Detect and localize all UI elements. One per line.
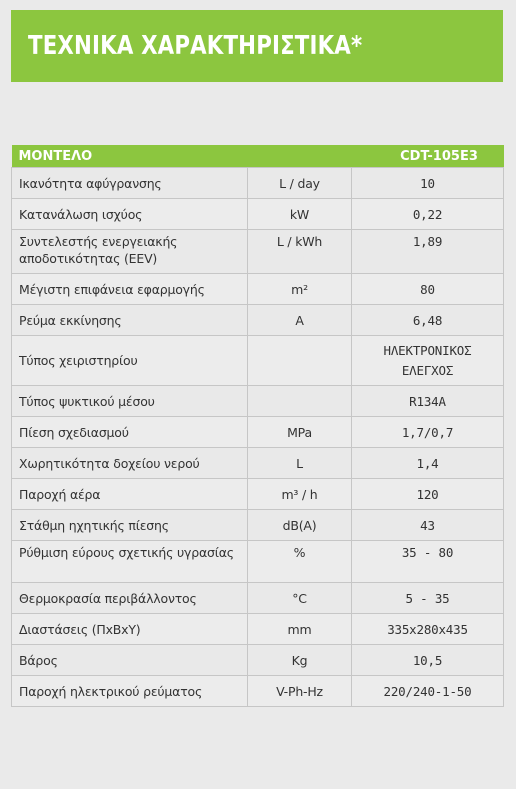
- table-row: [12, 583, 504, 614]
- table-row: [12, 199, 504, 230]
- spec-label: Στάθμη ηχητικής πίεσης: [12, 510, 248, 541]
- table-row: [12, 676, 504, 707]
- spec-value: 1,7/0,7: [352, 417, 504, 448]
- spec-unit: kW: [248, 199, 352, 230]
- header-spacer: [248, 145, 352, 168]
- table-row: [12, 479, 504, 510]
- spec-value: 1,89: [352, 230, 504, 274]
- spec-unit: %: [248, 541, 352, 583]
- spec-label: Ικανότητα αφύγρανσης: [12, 168, 248, 199]
- spec-value: 5 - 35: [352, 583, 504, 614]
- spec-label: Ρύθμιση εύρους σχετικής υγρασίας: [12, 541, 248, 583]
- table-row: [12, 541, 504, 583]
- spec-unit: V-Ph-Hz: [248, 676, 352, 707]
- spec-unit: [248, 336, 352, 386]
- spec-unit: dB(A): [248, 510, 352, 541]
- spec-value: 220/240-1-50: [352, 676, 504, 707]
- table-row: [12, 386, 504, 417]
- spec-label: Κατανάλωση ισχύος: [12, 199, 248, 230]
- spec-value: 0,22: [352, 199, 504, 230]
- spec-unit: m³ / h: [248, 479, 352, 510]
- table-row: [12, 274, 504, 305]
- spec-value: 1,4: [352, 448, 504, 479]
- model-value: CDT-105E3: [352, 145, 504, 168]
- spec-label: Παροχή ηλεκτρικού ρεύματος: [12, 676, 248, 707]
- title-banner: [11, 10, 503, 82]
- table-row: [12, 614, 504, 645]
- spec-value: ΗΛΕΚΤΡΟΝΙΚΟΣ ΕΛΕΓΧΟΣ: [352, 336, 504, 386]
- spec-label: Χωρητικότητα δοχείου νερού: [12, 448, 248, 479]
- spec-label: Τύπος χειριστηρίου: [12, 336, 248, 386]
- specs-table: [11, 145, 504, 707]
- table-row: [12, 336, 504, 386]
- spec-label: Παροχή αέρα: [12, 479, 248, 510]
- table-row: [12, 448, 504, 479]
- spec-label: Θερμοκρασία περιβάλλοντος: [12, 583, 248, 614]
- spec-unit: m²: [248, 274, 352, 305]
- spec-unit: [248, 386, 352, 417]
- spec-unit: °C: [248, 583, 352, 614]
- spec-unit: mm: [248, 614, 352, 645]
- spec-unit: Kg: [248, 645, 352, 676]
- spec-label: Διαστάσεις (ΠxΒxΥ): [12, 614, 248, 645]
- spec-value: R134A: [352, 386, 504, 417]
- table-row: [12, 510, 504, 541]
- table-row: [12, 417, 504, 448]
- spec-unit: A: [248, 305, 352, 336]
- table-row: [12, 305, 504, 336]
- spec-unit: L / kWh: [248, 230, 352, 274]
- page-title: ΤΕΧΝΙΚΑ ΧΑΡΑΚΤΗΡΙΣΤΙΚΑ*: [28, 31, 363, 61]
- spec-label: Πίεση σχεδιασμού: [12, 417, 248, 448]
- spec-value: 6,48: [352, 305, 504, 336]
- spec-value: 43: [352, 510, 504, 541]
- spec-value: 120: [352, 479, 504, 510]
- spec-unit: L: [248, 448, 352, 479]
- table-header-row: [12, 145, 504, 168]
- spec-label: Μέγιστη επιφάνεια εφαρμογής: [12, 274, 248, 305]
- spec-label: Βάρος: [12, 645, 248, 676]
- table-row: [12, 645, 504, 676]
- table-row: [12, 230, 504, 274]
- spec-value: 10,5: [352, 645, 504, 676]
- spec-unit: MPa: [248, 417, 352, 448]
- spec-value: 80: [352, 274, 504, 305]
- spec-label: Συντελεστής ενεργειακής αποδοτικότητας (EEV): [12, 230, 248, 274]
- spec-label: Τύπος ψυκτικού μέσου: [12, 386, 248, 417]
- model-label: ΜΟΝΤΕΛΟ: [12, 145, 248, 168]
- spec-label: Ρεύμα εκκίνησης: [12, 305, 248, 336]
- table-row: [12, 168, 504, 199]
- spec-value: 335x280x435: [352, 614, 504, 645]
- spec-value: 35 - 80: [352, 541, 504, 583]
- spec-value: 10: [352, 168, 504, 199]
- spec-unit: L / day: [248, 168, 352, 199]
